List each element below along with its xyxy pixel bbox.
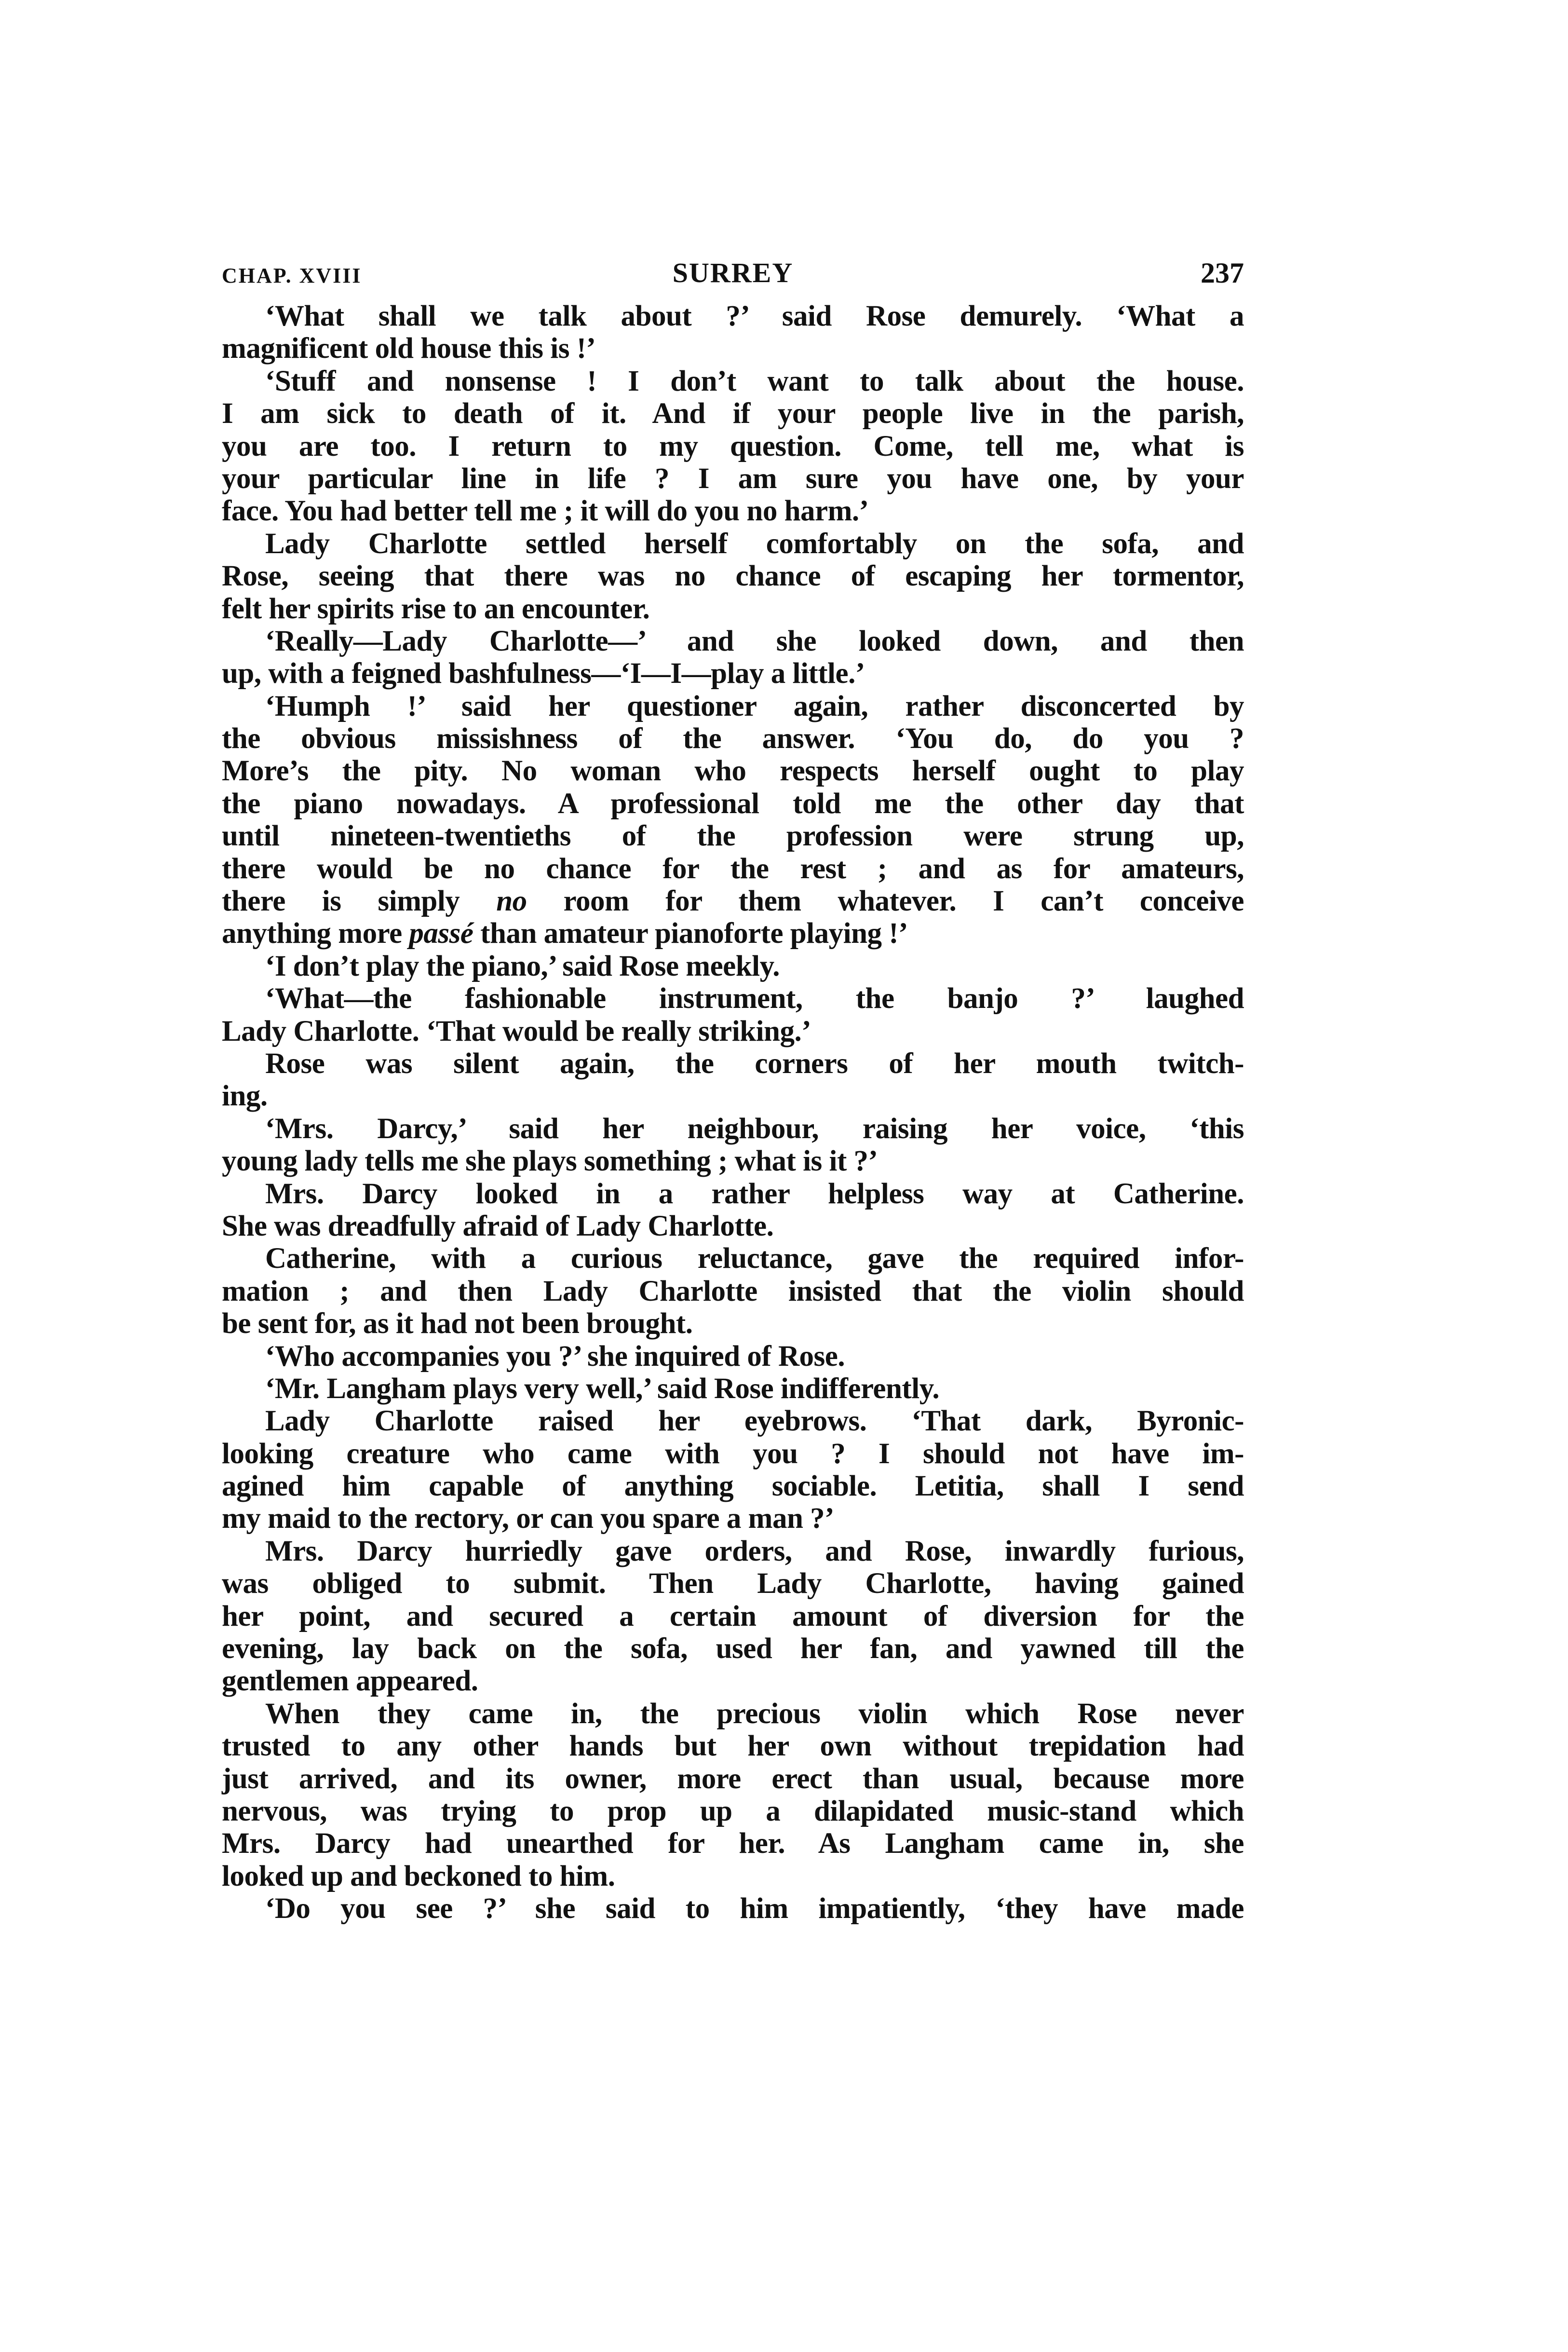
text-line: When they came in, the precious violin which Rose never (265, 1697, 1244, 1730)
text-line: felt her spirits rise to an encounter. (222, 592, 650, 625)
text-line: ‘Mrs. Darcy,’ said her neighbour, raising her voice, ‘this (265, 1112, 1244, 1145)
paragraph (222, 528, 1244, 625)
text-line: was obliged to submit. Then Lady Charlotte, having gained (222, 1567, 1244, 1600)
text-line: looking creature who came with you ? I should not have im- (222, 1437, 1244, 1470)
running-header (222, 257, 1244, 290)
text-line: the obvious missishness of the answer. ‘You do, do you ? (222, 722, 1244, 755)
italic-word: no (496, 885, 527, 918)
text-line: looked up and beckoned to him. (222, 1860, 615, 1892)
paragraph (222, 1242, 1244, 1340)
text-line: just arrived, and its owner, more erect than usual, because more (222, 1762, 1244, 1795)
text-line: up, with a feigned bashfulness—‘I—I—play a little.’ (222, 657, 865, 690)
paragraph (222, 1698, 1244, 1892)
chapter-label: CHAP. XVIII (222, 264, 362, 287)
text-line: evening, lay back on the sofa, used her fan, and yawned till the (222, 1632, 1244, 1665)
paragraph (222, 365, 1244, 528)
paragraph (222, 1113, 1244, 1178)
italic-word: passé (409, 917, 473, 950)
text-line: there is simply no room for them whatever. I can’t conceive (222, 885, 1244, 918)
text-line: ‘Humph !’ said her questioner again, rather disconcerted by (265, 690, 1244, 722)
text-line: your particular line in life ? I am sure you have one, by your (222, 462, 1244, 495)
text-line: Mrs. Darcy had unearthed for her. As Langham came in, she (222, 1827, 1244, 1860)
text-line: anything more passé than amateur pianoforte playing !’ (222, 917, 908, 950)
text-line: Lady Charlotte. ‘That would be really striking.’ (222, 1015, 811, 1047)
text-line: ‘Do you see ?’ she said to him impatiently, ‘they have made (265, 1892, 1244, 1925)
text-line: ‘I don’t play the piano,’ said Rose meekly. (265, 950, 780, 982)
text-line: More’s the pity. No woman who respects herself ought to play (222, 755, 1244, 788)
text-line: until nineteen-twentieths of the profession were strung up, (222, 820, 1244, 853)
page-body-text (222, 300, 1244, 1925)
text-line: magnificent old house this is !’ (222, 332, 596, 365)
text-line: face. You had better tell me ; it will do you no harm.’ (222, 495, 869, 528)
text-line: trusted to any other hands but her own without trepidation had (222, 1730, 1244, 1763)
text-line: my maid to the rectory, or can you spare a man ?’ (222, 1502, 834, 1535)
running-title: SURREY (672, 257, 794, 288)
paragraph (222, 625, 1244, 690)
text-line: Lady Charlotte settled herself comfortably on the sofa, and (265, 527, 1244, 560)
text-line: ‘What—the fashionable instrument, the banjo ?’ laughed (265, 982, 1244, 1015)
text-line: agined him capable of anything sociable. Letitia, shall I send (222, 1470, 1244, 1503)
text-line: gentlemen appeared. (222, 1665, 478, 1698)
text-line: Lady Charlotte raised her eyebrows. ‘That dark, Byronic- (265, 1405, 1244, 1438)
text-line: ‘Mr. Langham plays very well,’ said Rose indifferently. (265, 1372, 940, 1405)
paragraph (222, 1405, 1244, 1535)
paragraph (222, 1047, 1244, 1113)
text-line: ‘What shall we talk about ?’ said Rose demurely. ‘What a (265, 300, 1244, 332)
paragraph (222, 690, 1244, 950)
paragraph (222, 1892, 1244, 1925)
text-line: there would be no chance for the rest ; and as for amateurs, (222, 852, 1244, 885)
text-line: Rose, seeing that there was no chance of escaping her tormentor, (222, 560, 1244, 593)
text-line: Mrs. Darcy looked in a rather helpless way at Catherine. (265, 1177, 1244, 1210)
text-line: the piano nowadays. A professional told me the other day that (222, 787, 1244, 820)
text-line: I am sick to death of it. And if your people live in the parish, (222, 397, 1244, 430)
text-line: Catherine, with a curious reluctance, gave the required infor- (265, 1242, 1244, 1275)
text-line: Mrs. Darcy hurriedly gave orders, and Rose, inwardly furious, (265, 1535, 1244, 1567)
paragraph (222, 1373, 1244, 1405)
paragraph (222, 950, 1244, 982)
text-line: be sent for, as it had not been brought. (222, 1307, 693, 1340)
paragraph (222, 300, 1244, 365)
paragraph (222, 1535, 1244, 1698)
text-line: ‘Really—Lady Charlotte—’ and she looked down, and then (265, 625, 1244, 657)
text-line: ing. (222, 1080, 268, 1113)
text-line: Rose was silent again, the corners of her mouth twitch- (265, 1047, 1244, 1080)
paragraph (222, 982, 1244, 1047)
page-number: 237 (1201, 257, 1244, 289)
text-line: ‘Stuff and nonsense ! I don’t want to talk about the house. (265, 365, 1244, 397)
text-line: young lady tells me she plays something ; what is it ?’ (222, 1145, 878, 1178)
paragraph (222, 1178, 1244, 1243)
text-line: ‘Who accompanies you ?’ she inquired of Rose. (265, 1340, 845, 1373)
text-line: her point, and secured a certain amount of diversion for the (222, 1600, 1244, 1632)
text-line: you are too. I return to my question. Come, tell me, what is (222, 430, 1244, 462)
text-line: nervous, was trying to prop up a dilapidated music-stand which (222, 1795, 1244, 1827)
text-line: mation ; and then Lady Charlotte insisted that the violin should (222, 1275, 1244, 1307)
paragraph (222, 1340, 1244, 1373)
text-line: She was dreadfully afraid of Lady Charlotte. (222, 1210, 774, 1242)
